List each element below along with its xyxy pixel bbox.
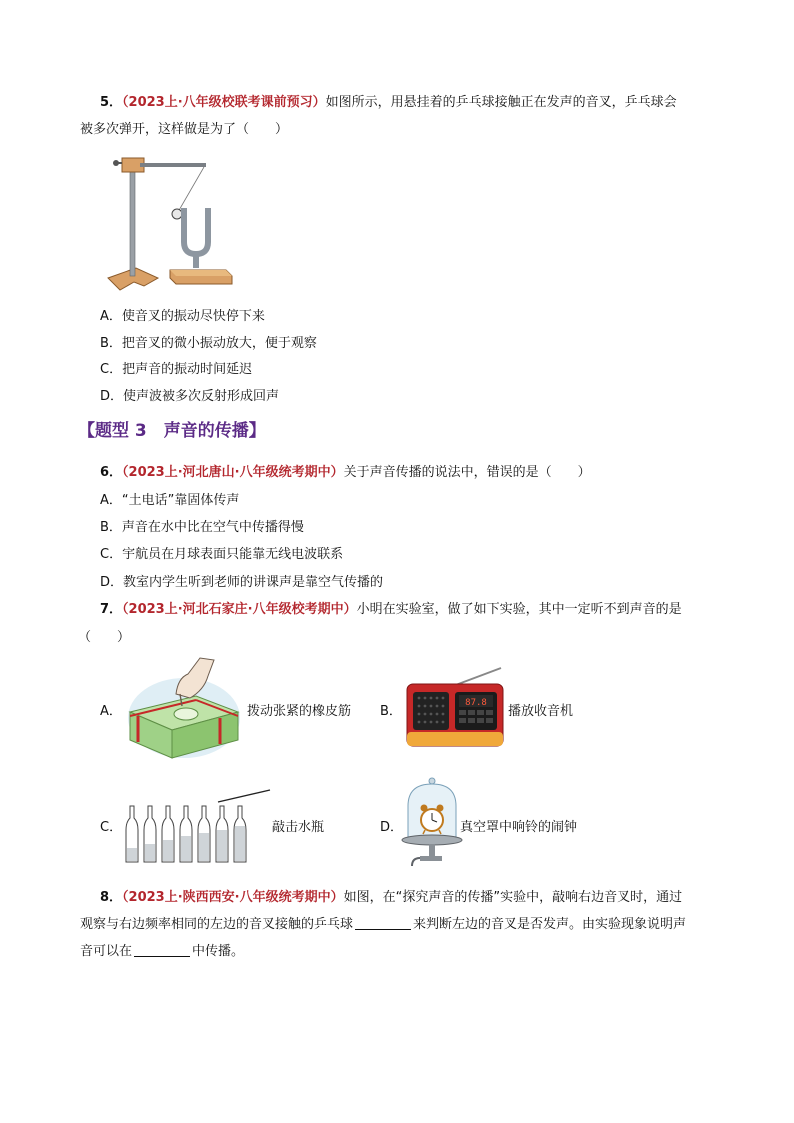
q8-stem-line2-a: 观察与右边频率相同的左边的音叉接触的乒乓球 [80, 917, 354, 932]
q5-option-c: C．把声音的振动时间延迟 [100, 362, 253, 377]
q6-source: （2023上·河北唐山·八年级统考期中） [122, 465, 344, 480]
q8-answer-blank-1[interactable] [355, 915, 411, 930]
rubber-band-box-figure [124, 654, 244, 766]
q5-option-a: A．使音叉的振动尽快停下来 [100, 309, 265, 324]
q6-option-d: D．教室内学生听到老师的讲课声是靠空气传播的 [100, 575, 384, 590]
q6-line1 [100, 463, 591, 483]
q5-source: （2023上·八年级校联考课前预习） [122, 95, 326, 110]
q7-line1 [100, 600, 682, 620]
q8-stem-line3-a: 音可以在 [80, 944, 133, 959]
q7-stem-line1: 小明在实验室，做了如下实验，其中一定听不到声音的是 [356, 602, 682, 617]
q7-choice-b-text: 播放收音机 [508, 704, 574, 719]
vacuum-bell-jar-figure [400, 776, 464, 872]
q8-stem-line2-b: 来判断左边的音叉是否发声。由实验现象说明声 [413, 917, 687, 932]
q5-stem-line1: 如图所示，用悬挂着的乒乓球接触正在发声的音叉，乒乓球会 [325, 95, 677, 110]
q7-stem-line2: （ ） [78, 630, 131, 645]
section-heading: 【题型 3 声音的传播】 [78, 421, 266, 441]
radio-figure [405, 666, 505, 750]
water-bottles-figure [118, 786, 274, 866]
q7-choice-c-letter: C． [100, 820, 123, 835]
q5-line1 [100, 93, 677, 113]
q7-choice-c-text: 敲击水瓶 [272, 820, 325, 835]
q6-stem: 关于声音传播的说法中，错误的是（ ） [343, 465, 591, 480]
q5-number: 5． [100, 95, 123, 110]
q7-choice-a-letter: A． [100, 704, 122, 719]
q6-option-c: C．宇航员在月球表面只能靠无线电波联系 [100, 547, 344, 562]
q7-choice-b-letter: B． [380, 704, 402, 719]
q7-source: （2023上·河北石家庄·八年级校考期中） [122, 602, 357, 617]
radio-display: 87.8 [465, 698, 487, 708]
q8-number: 8． [100, 890, 123, 905]
q7-choice-d-letter: D． [380, 820, 404, 835]
q7-number: 7． [100, 602, 123, 617]
q8-line1 [100, 888, 682, 908]
q5-stem-line2: 被多次弹开，这样做是为了（ ） [80, 122, 289, 137]
q8-line3 [80, 942, 244, 962]
q8-stem-line3-b: 中传播。 [192, 944, 245, 959]
q8-stem-part1: 如图，在“探究声音的传播”实验中，敲响右边音叉时，通过 [343, 890, 683, 905]
q5-option-d: D．使声波被多次反射形成回声 [100, 389, 280, 404]
q8-answer-blank-2[interactable] [134, 942, 190, 957]
q8-source: （2023上·陕西西安·八年级统考期中） [122, 890, 344, 905]
q6-number: 6． [100, 465, 123, 480]
q6-option-b: B．声音在水中比在空气中传播得慢 [100, 520, 304, 535]
tuning-fork-figure [100, 150, 240, 298]
q5-option-b: B．把音叉的微小振动放大，便于观察 [100, 336, 317, 351]
q6-option-a: A．“土电话”靠固体传声 [100, 493, 240, 508]
q8-line2 [80, 915, 686, 935]
q7-choice-a-text: 拨动张紧的橡皮筋 [247, 704, 352, 719]
q7-choice-d-text: 真空罩中响铃的闹钟 [460, 820, 578, 835]
